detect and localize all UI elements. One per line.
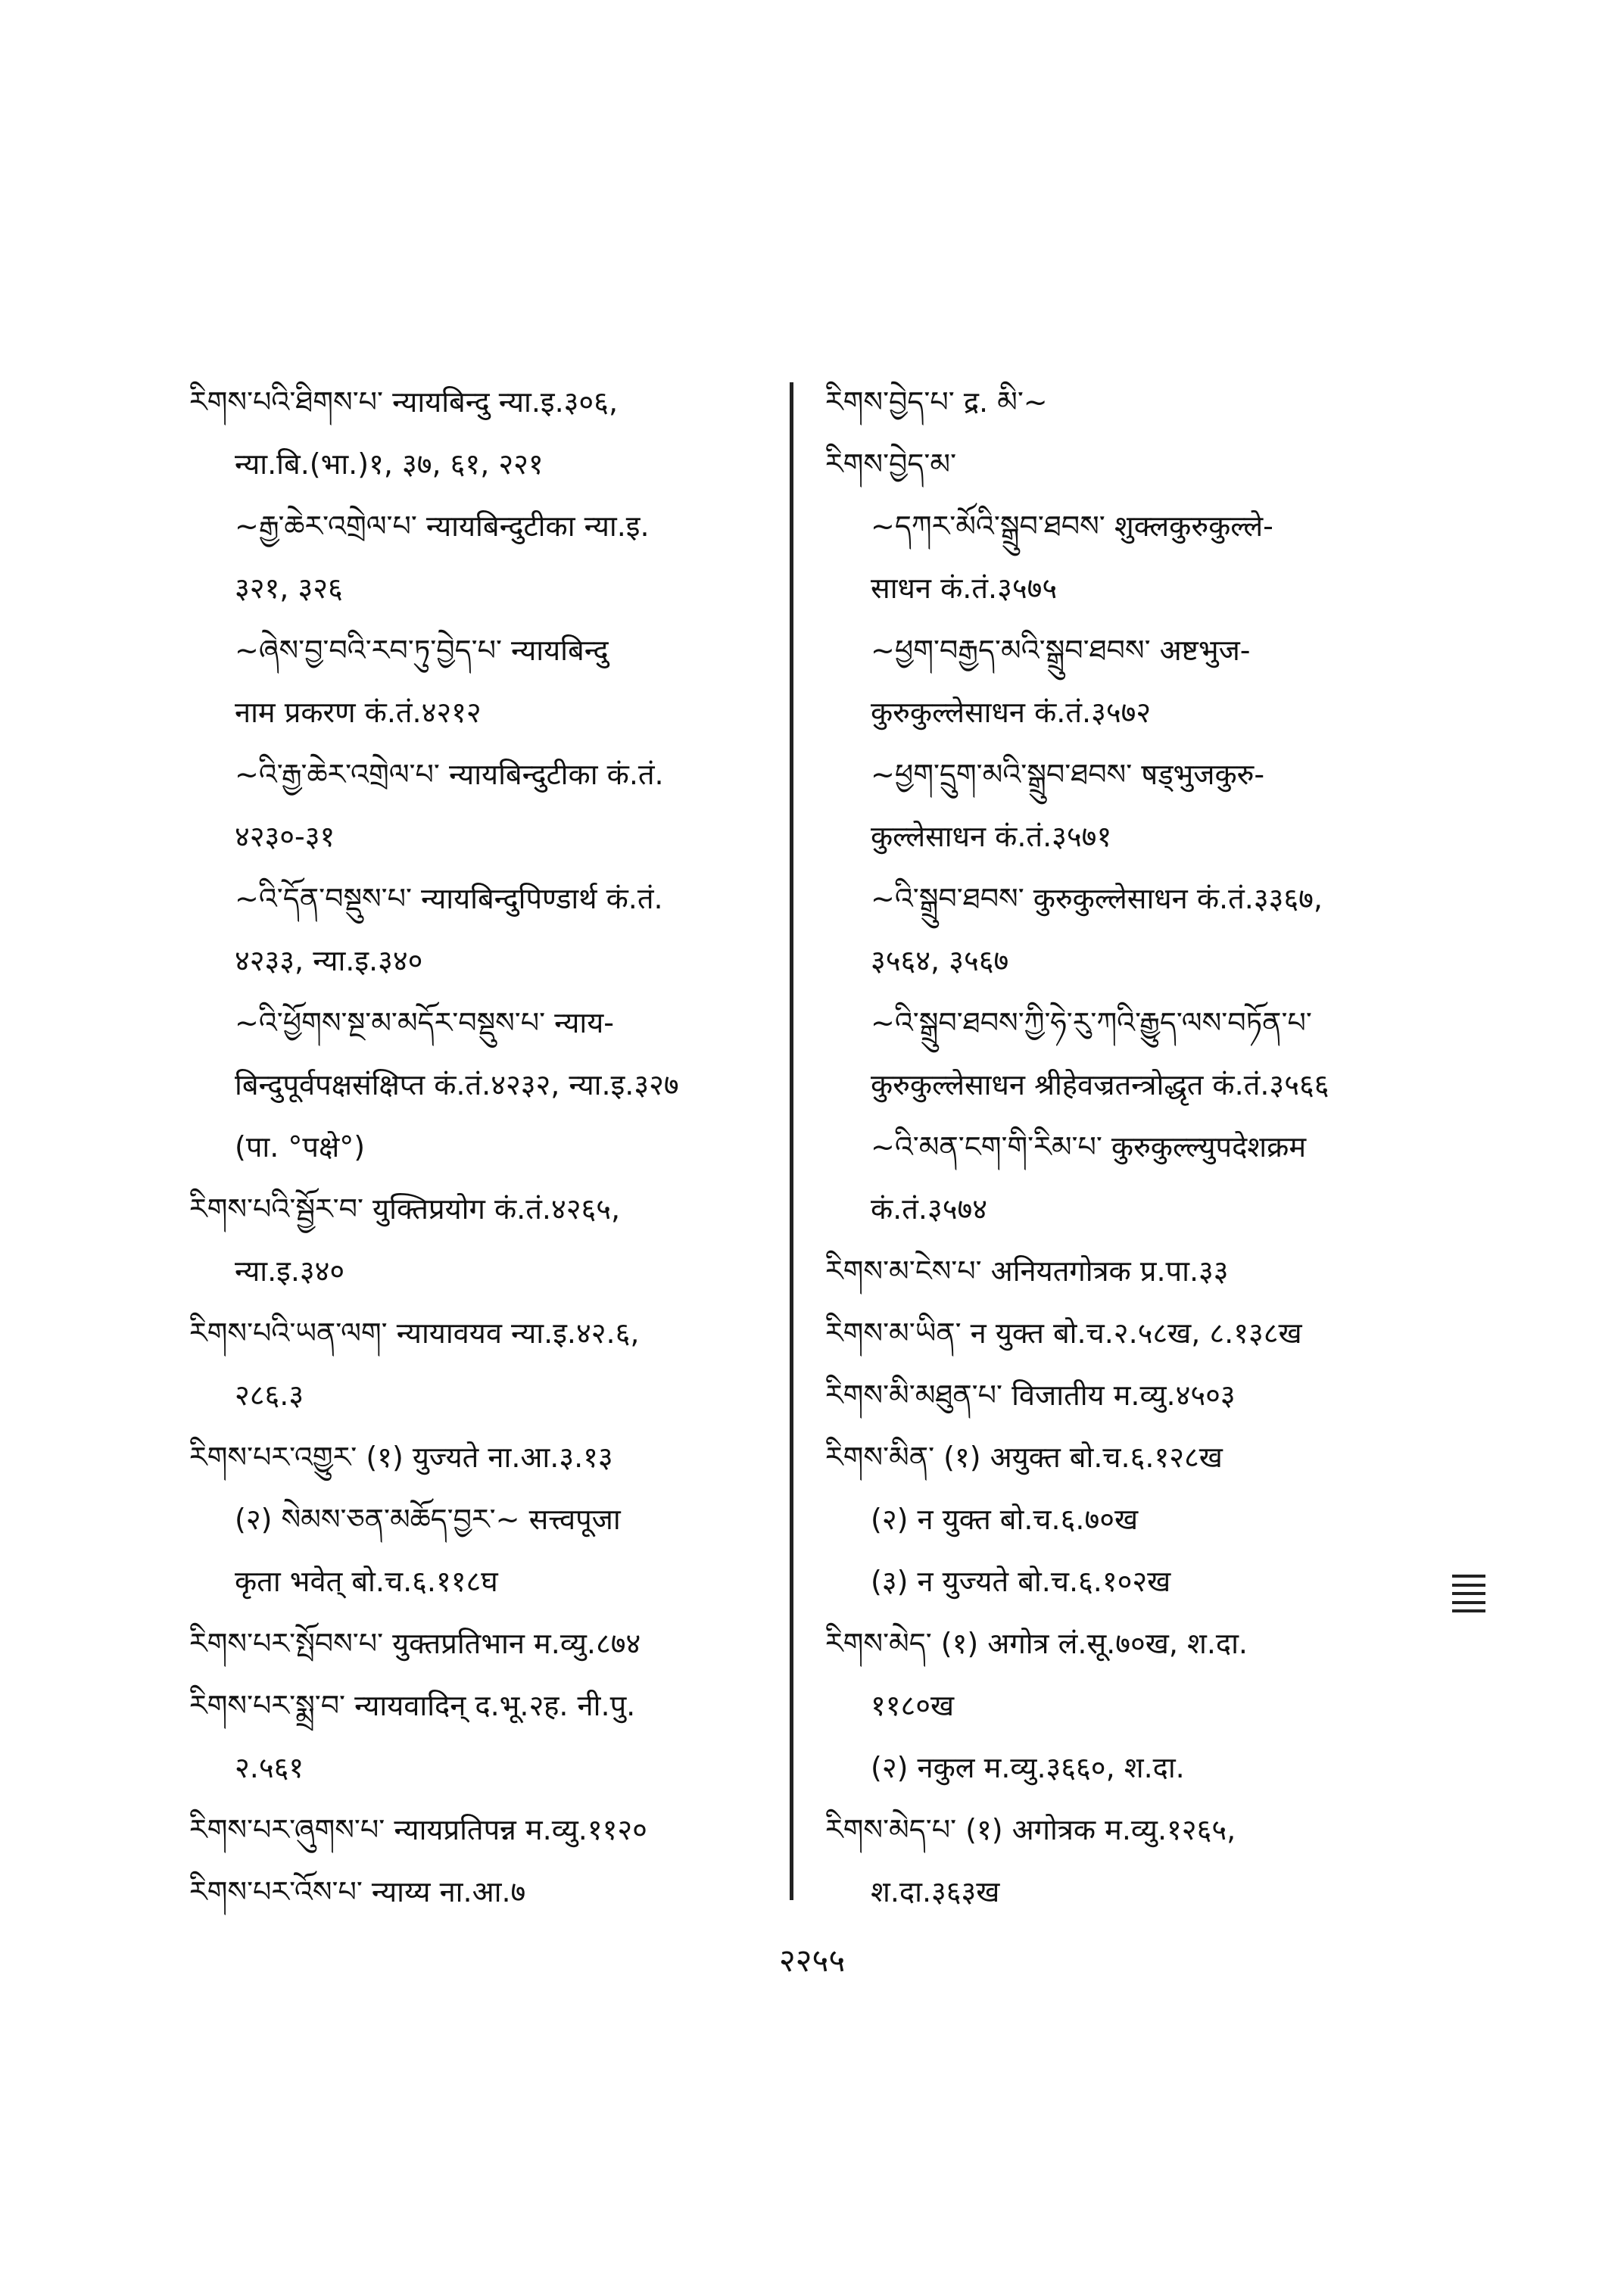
right-entry-headword-line: རིགས་མི་མཐུན་པ་ विजातीय म.व्यु.४५०३ xyxy=(825,1379,1236,1412)
right-entry-headword-line: རིགས་མ་ཡིན་ न युक्त बो.च.२.५८ख, ८.१३८ख xyxy=(825,1316,1302,1350)
left-entry-line: कृता भवेत् बो.च.६.११८घ xyxy=(235,1565,498,1598)
left-entry-headword-line: རིགས་པར་སྤོབས་པ་ युक्तप्रतिभान म.व्यु.८७४ xyxy=(189,1627,641,1660)
right-entry-line: कं.तं.३५७४ xyxy=(871,1192,988,1226)
left-entry-line: ~ཞེས་བྱ་བའི་རབ་ཏུ་བྱེད་པ་ न्यायबिन्दु xyxy=(235,634,609,667)
right-entry-line: साधन कं.तं.३५७५ xyxy=(871,572,1058,605)
left-entry-headword-line: རིགས་པའི་ཡན་ལག་ न्यायावयव न्या.इ.४२.६, xyxy=(189,1316,640,1350)
right-column xyxy=(825,371,1416,1923)
left-entry-line: ३२१, ३२६ xyxy=(235,572,343,605)
left-entry-line: (पा. °पक्षे°) xyxy=(235,1130,366,1164)
right-entry-line: ~ཕྱག་དྲུག་མའི་སྒྲུབ་ཐབས་ षड्भुजकुरु- xyxy=(871,758,1265,791)
left-entry-headword-line: རིགས་པར་འོས་པ་ न्याय्य ना.आ.७ xyxy=(189,1875,526,1908)
right-entry-line: ~འི་སྒྲུབ་ཐབས་ཀྱི་ཧེ་རུ་ཀའི་རྒྱུད་ལས་བཏོན་པ་ xyxy=(871,1006,1312,1039)
right-entry-line: कुरुकुल्लेसाधन श्रीहेवज्रतन्त्रोद्धृत कं.तं.३५६६ xyxy=(871,1068,1329,1101)
left-entry-line: ~འི་རྒྱ་ཆེར་འགྲེལ་པ་ न्यायबिन्दुटीका कं.तं. xyxy=(235,758,664,791)
left-entry-line: ४२३०-३१ xyxy=(235,820,335,853)
right-entry-line: (३) न युज्यते बो.च.६.१०२ख xyxy=(871,1565,1171,1598)
left-entry-line: ~འི་དོན་བསྡུས་པ་ न्यायबिन्दुपिण्डार्थ कं.तं. xyxy=(235,882,663,915)
left-entry-line: २.५६१ xyxy=(235,1751,304,1784)
left-entry-headword-line: རིགས་པར་ཞུགས་པ་ न्यायप्रतिपन्न म.व्यु.११२० xyxy=(189,1813,647,1846)
right-entry-headword-line: རིགས་མ་ངེས་པ་ अनियतगोत्रक प्र.पा.३३ xyxy=(825,1254,1229,1288)
right-entry-line: ~འི་སྒྲུབ་ཐབས་ कुरुकुल्लेसाधन कं.तं.३३६७, xyxy=(871,882,1323,915)
left-entry-line: नाम प्रकरण कं.तं.४२१२ xyxy=(235,696,482,729)
left-entry-line: न्या.बि.(भा.)१, ३७, ६१, २२१ xyxy=(235,447,544,481)
left-entry-headword-line: རིགས་པའི་སྦྱོར་བ་ युक्तिप्रयोग कं.तं.४२६५, xyxy=(189,1192,621,1226)
right-entry-headword-line: རིགས་མེད་པ་ (१) अगोत्रक म.व्यु.१२६५, xyxy=(825,1813,1236,1846)
left-entry-headword-line: རིགས་པའི་ཐིགས་པ་ न्यायबिन्दु न्या.इ.३०६, xyxy=(189,385,619,419)
page-number: २२५५ xyxy=(778,1942,846,1979)
column-divider xyxy=(790,382,793,1900)
right-entry-line: ~འི་མན་ངག་གི་རིམ་པ་ कुरुकुल्ल्युपदेशक्रम xyxy=(871,1130,1307,1164)
left-entry-line: २८६.३ xyxy=(235,1379,304,1412)
left-column xyxy=(189,371,795,1923)
left-entry-line: ~རྒྱ་ཆེར་འགྲེལ་པ་ न्यायबिन्दुटीका न्या.इ. xyxy=(235,509,650,543)
right-entry-headword-line: རིགས་བྱེད་པ་ द्र. མི་~ xyxy=(825,385,1048,419)
left-entry-line: (२) སེམས་ཅན་མཆོད་བྱར་~ सत्त्वपूजा xyxy=(235,1503,621,1536)
right-entry-headword-line: རིགས་མེད་ (१) अगोत्र लं.सू.७०ख, श.दा. xyxy=(825,1627,1248,1660)
left-entry-line: न्या.इ.३४० xyxy=(235,1254,345,1288)
right-entry-line: ११८०ख xyxy=(871,1689,955,1722)
left-entry-line: ~འི་ཕྱོགས་སྔ་མ་མདོར་བསྡུས་པ་ न्याय- xyxy=(235,1006,614,1039)
right-entry-line: (२) नकुल म.व्यु.३६६०, श.दा. xyxy=(871,1751,1185,1784)
margin-tab-mark xyxy=(1452,1575,1485,1612)
left-entry-headword-line: རིགས་པར་སྨྲ་བ་ न्यायवादिन् द.भू.२ह. नी.पु. xyxy=(189,1689,636,1722)
left-entry-line: ४२३३, न्या.इ.३४० xyxy=(235,944,423,977)
right-entry-headword-line: རིགས་བྱེད་མ་ xyxy=(825,447,957,481)
right-entry-line: (२) न युक्त बो.च.६.७०ख xyxy=(871,1503,1139,1536)
right-entry-line: ३५६४, ३५६७ xyxy=(871,944,1009,977)
right-entry-line: श.दा.३६३ख xyxy=(871,1875,1000,1908)
right-entry-line: ~དཀར་མོའི་སྒྲུབ་ཐབས་ शुक्लकुरुकुल्ले- xyxy=(871,509,1273,543)
left-entry-line: बिन्दुपूर्वपक्षसंक्षिप्त कं.तं.४२३२, न्या.इ.३२७ xyxy=(235,1068,679,1101)
right-entry-line: ~ཕྱག་བརྒྱད་མའི་སྒྲུབ་ཐབས་ अष्टभुज- xyxy=(871,634,1251,667)
left-entry-headword-line: རིགས་པར་འགྱུར་ (१) युज्यते ना.आ.३.१३ xyxy=(189,1441,613,1474)
right-entry-line: कुरुकुल्लेसाधन कं.तं.३५७२ xyxy=(871,696,1152,729)
right-entry-headword-line: རིགས་མིན་ (१) अयुक्त बो.च.६.१२८ख xyxy=(825,1441,1223,1474)
right-entry-line: कुल्लेसाधन कं.तं.३५७१ xyxy=(871,820,1112,853)
